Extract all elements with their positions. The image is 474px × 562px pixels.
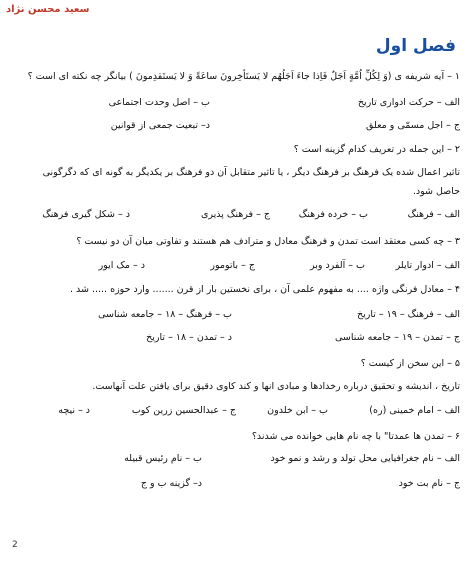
- option-a: الف – ادوار تایلر: [395, 260, 460, 271]
- question-3-text: ۳ – چه کسی معتقد است تمدن و فرهنگ معادل و مترادف هم هستند و تفاوتی میان آن دو نیست ؟: [76, 236, 460, 247]
- option-a: الف – نام جغرافیایی محل تولد و رشد و نمو خود: [270, 453, 460, 464]
- option-b: ب – نام رئیس قبیله: [124, 453, 202, 464]
- question-1-options: [14, 97, 460, 111]
- option-d: د – تمدن – ۱۸ – تاریخ: [146, 332, 232, 343]
- option-a: الف – فرهنگ: [407, 209, 460, 220]
- option-a: الف – فرهنگ – ۱۹ – تاریخ: [356, 309, 460, 320]
- question-5-text: ۵ – این سخن از کیست ؟: [360, 358, 460, 369]
- question-1-text: ۱ – آیه شریفه ی (وَ لِکُلِّ اُمَّةٍ اَجَلٌ فَاِذا جاءَ اَجَلُهُم لا یَستَأخِرونَ ساعَةً وَ لا یَستَقدِمونَ ) بیانگر چه نکته ای است ؟: [27, 71, 460, 82]
- question-4-options: [14, 309, 460, 323]
- option-b: ب – فرهنگ – ۱۸ – جامعه شناسی: [98, 309, 232, 320]
- author-name: سعید محسن نژاد: [6, 4, 90, 15]
- option-b: ب – آلفرد وبر: [309, 260, 365, 271]
- question-2-options: [14, 209, 460, 223]
- question-5-options: [14, 405, 460, 419]
- option-d: د– تبعیت جمعی از قوانین: [110, 120, 210, 131]
- question-6-text: ۶ – تمدن ها عمدتا" با چه نام هایی خوانده می شدند؟: [251, 431, 460, 442]
- question-5-text-line2: تاریخ ، اندیشه و تحقیق درباره رخدادها و مبادی انها و کند کاوی دقیق برای یافتن علت آنهاست.: [92, 381, 460, 392]
- option-c: ج – اجل مسمّی و معلق: [366, 120, 460, 131]
- question-6-options: [14, 453, 460, 467]
- question-4-text: ۴ – معادل فرنگی واژه .... به مفهوم علمی آن ، برای نخستین بار از قرن ....... وارد حوزه ..... شد .: [69, 284, 460, 295]
- option-d: د – مک ایور: [98, 260, 145, 271]
- question-4-options-row2: [14, 332, 460, 346]
- question-2-text-line2: تاثیر اعمال شده یک فرهنگ بر فرهنگ دیگر ، یا تاثیر متقابل آن دو فرهنگ بر یکدیگر به گونه ای که دگرگونی: [42, 167, 460, 178]
- question-1-options-row2: [14, 120, 460, 134]
- option-c: ج – فرهنگ پذیری: [200, 209, 270, 220]
- option-c: ج – نام بت خود: [398, 478, 460, 489]
- page-number: 2: [12, 540, 18, 550]
- question-2-text-line3: حاصل شود.: [412, 186, 460, 197]
- option-d: د – شکل گیری فرهنگ: [42, 209, 130, 220]
- option-c: ج – باتومور: [210, 260, 255, 271]
- option-c: ج – تمدن – ۱۹ – جامعه شناسی: [335, 332, 460, 343]
- question-6-options-row2: [14, 478, 460, 492]
- option-b: ب – خرده فرهنگ: [298, 209, 368, 220]
- option-d: د– گزینه ب و ج: [140, 478, 202, 489]
- option-b: ب – ابن خلدون: [267, 405, 328, 416]
- question-3-options: [14, 260, 460, 274]
- question-2-text: ۲ – این جمله در تعریف کدام گزینه است ؟: [293, 144, 460, 155]
- option-b: ب – اصل وحدت اجتماعی: [108, 97, 210, 108]
- chapter-title: فصل اول: [375, 36, 456, 56]
- option-d: د – نیچه: [58, 405, 90, 416]
- option-c: ج – عبدالحسین زرین کوب: [131, 405, 236, 416]
- option-a: الف – حرکت ادواری تاریخ: [357, 97, 460, 108]
- option-a: الف – امام خمینی (ره): [369, 405, 460, 416]
